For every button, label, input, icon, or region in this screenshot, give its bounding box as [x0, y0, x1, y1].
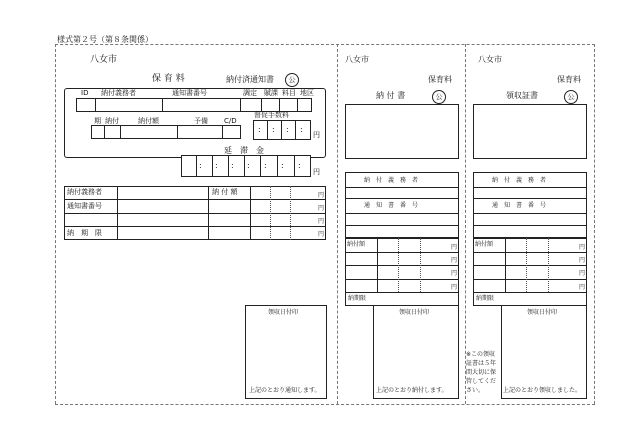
- deadline-label: 納期限: [348, 295, 367, 302]
- city-name: 八女市: [478, 55, 502, 64]
- stamp-label: 領収日付印: [268, 309, 299, 316]
- fee-type-label: 料目: [282, 89, 296, 97]
- period-label: 期: [94, 117, 101, 125]
- payment-label: 納付: [105, 117, 119, 125]
- yen-label: 円: [579, 257, 586, 264]
- payer-label: 納 付 義 務 者: [492, 177, 547, 184]
- public-seal: 公: [285, 73, 299, 87]
- retention-note-1: ※この領収: [466, 351, 496, 358]
- adjust-label: 調定: [243, 89, 257, 97]
- amount-label: 納付額: [475, 241, 494, 248]
- yen-label: 円: [318, 218, 325, 225]
- fee-title: 保 育 料: [152, 74, 185, 84]
- yen-label: 円: [579, 244, 586, 251]
- notice-number-label: 通知書番号: [172, 89, 207, 97]
- fee-title: 保育料: [557, 75, 581, 84]
- stamp-label: 領収日付印: [527, 309, 558, 316]
- footer-text: 上記のとおり領収しました。: [503, 387, 582, 394]
- frame-top: [55, 44, 595, 45]
- yen-label: 円: [318, 192, 325, 199]
- stamp-label: 領収日付印: [399, 309, 430, 316]
- table-notice-label: 通知書番号: [67, 202, 102, 210]
- payer-label: 納付義務者: [101, 89, 136, 97]
- doc-title: 納付済通知書: [226, 75, 274, 84]
- fee-charge-label: 督促手数料: [254, 111, 289, 119]
- yen-label: 円: [313, 168, 320, 176]
- retention-note-2: 証書は５年: [466, 360, 497, 367]
- frame-bottom: [55, 404, 595, 405]
- yen-label: 円: [579, 284, 586, 291]
- yen-label: 円: [318, 205, 325, 212]
- retention-note-4: 管してくだ: [466, 378, 497, 385]
- frame-right: [594, 44, 595, 404]
- perforation-1: [337, 44, 338, 404]
- public-seal: 公: [564, 90, 578, 104]
- city-name: 八女市: [345, 55, 369, 64]
- address-box: [345, 104, 459, 159]
- frame-left: [55, 44, 56, 404]
- district-label: 地区: [300, 89, 314, 97]
- yen-label: 円: [318, 231, 325, 238]
- id-label: ID: [81, 89, 89, 97]
- yen-label: 円: [451, 257, 458, 264]
- row2-boxes: [91, 125, 241, 139]
- receipt-stamp-box: [373, 305, 459, 399]
- form-number: 様式第２号（第８条関係）: [57, 35, 153, 44]
- amount-label: 納付額: [347, 241, 366, 248]
- receipt-stamp-box: [501, 305, 587, 399]
- late-charge-label: 延 滞 金: [224, 146, 264, 155]
- city-name: 八女市: [90, 55, 118, 65]
- payer-label: 納 付 義 務 者: [364, 177, 419, 184]
- receipt-stamp-box: [245, 305, 327, 399]
- doc-title: 納 付 書: [376, 91, 406, 100]
- footer-text: 上記のとおり通知します。: [249, 387, 321, 394]
- yen-label: 円: [579, 270, 586, 277]
- deadline-label: 納期限: [476, 295, 495, 302]
- fee-title: 保育料: [428, 75, 452, 84]
- retention-note-5: さい。: [466, 387, 485, 394]
- notice-label: 通 知 書 番 号: [492, 202, 547, 209]
- doc-title: 領収証書: [506, 91, 538, 100]
- yen-label: 円: [451, 244, 458, 251]
- notice-label: 通 知 書 番 号: [364, 202, 419, 209]
- table-payer-label: 納付義務者: [67, 188, 102, 196]
- header-row-boxes: [76, 98, 312, 112]
- table-amount-label: 納 付 額: [212, 188, 238, 196]
- reserve-label: 予備: [194, 117, 208, 125]
- perforation-2: [465, 44, 466, 404]
- footer-text: 上記のとおり納付します。: [376, 387, 448, 394]
- public-seal: 公: [432, 90, 446, 104]
- address-box: [473, 104, 587, 159]
- retention-note-3: 間大切に保: [466, 369, 497, 376]
- fiscal-year-label: 賦課: [264, 89, 278, 97]
- yen-label: 円: [451, 270, 458, 277]
- yen-label: 円: [313, 131, 320, 139]
- cd-label: C/D: [224, 117, 237, 125]
- table-deadline-label: 納 期 限: [67, 229, 102, 237]
- amount-label: 納付額: [138, 117, 159, 125]
- yen-label: 円: [451, 284, 458, 291]
